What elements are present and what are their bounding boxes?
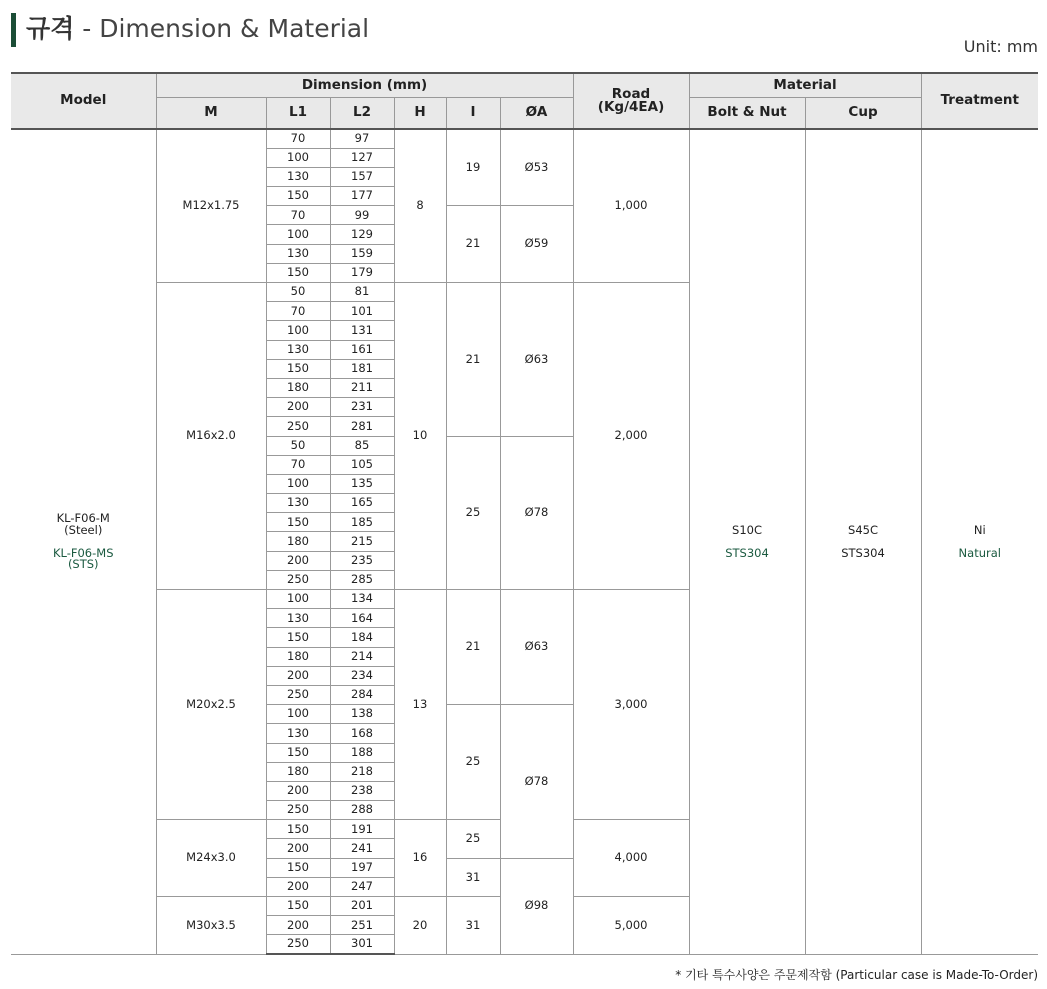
l2-cell: 101 bbox=[330, 302, 394, 321]
l1-cell: 100 bbox=[266, 321, 330, 340]
l1-cell: 70 bbox=[266, 206, 330, 225]
road-cell: 3,000 bbox=[573, 590, 689, 820]
l2-cell: 105 bbox=[330, 455, 394, 474]
l2-cell: 214 bbox=[330, 647, 394, 666]
l2-cell: 288 bbox=[330, 801, 394, 820]
h-cell: 10 bbox=[394, 283, 446, 590]
l1-cell: 130 bbox=[266, 167, 330, 186]
l2-cell: 234 bbox=[330, 666, 394, 685]
l2-cell: 168 bbox=[330, 724, 394, 743]
l2-cell: 301 bbox=[330, 935, 394, 954]
l1-cell: 200 bbox=[266, 781, 330, 800]
header-l1: L1 bbox=[266, 97, 330, 129]
road-cell: 5,000 bbox=[573, 897, 689, 955]
l2-cell: 247 bbox=[330, 877, 394, 896]
road-cell: 1,000 bbox=[573, 129, 689, 283]
treat-sts: Natural bbox=[958, 545, 1001, 560]
spec-table-body bbox=[11, 129, 1038, 954]
l1-cell: 150 bbox=[266, 187, 330, 206]
l2-cell: 127 bbox=[330, 148, 394, 167]
header-road-line2: (Kg/4EA) bbox=[597, 99, 665, 115]
l2-cell: 218 bbox=[330, 762, 394, 781]
m-cell: M20x2.5 bbox=[156, 590, 266, 820]
oa-cell: Ø63 bbox=[500, 590, 573, 705]
l1-cell: 130 bbox=[266, 244, 330, 263]
l1-cell: 200 bbox=[266, 839, 330, 858]
footnote: * 기타 특수사양은 주문제작함 (Particular case is Made-To-Order) bbox=[675, 968, 1038, 982]
l1-cell: 130 bbox=[266, 494, 330, 513]
model-sts-name: KL-F06-MS bbox=[52, 545, 114, 560]
l1-cell: 100 bbox=[266, 474, 330, 493]
oa-cell: Ø63 bbox=[500, 283, 573, 437]
l2-cell: 97 bbox=[330, 129, 394, 148]
l2-cell: 188 bbox=[330, 743, 394, 762]
bolt-nut-cell bbox=[689, 129, 805, 954]
l1-cell: 100 bbox=[266, 705, 330, 724]
cup-sts: STS304 bbox=[841, 545, 885, 560]
title-accent-bar bbox=[11, 13, 16, 47]
l2-cell: 138 bbox=[330, 705, 394, 724]
l1-cell: 150 bbox=[266, 858, 330, 877]
oa-cell: Ø98 bbox=[500, 858, 573, 954]
model-cell bbox=[11, 129, 156, 954]
l1-cell: 130 bbox=[266, 340, 330, 359]
l1-cell: 250 bbox=[266, 935, 330, 954]
l2-cell: 161 bbox=[330, 340, 394, 359]
l2-cell: 251 bbox=[330, 916, 394, 935]
header-material: Material bbox=[689, 73, 921, 97]
l1-cell: 70 bbox=[266, 129, 330, 148]
m-cell: M16x2.0 bbox=[156, 283, 266, 590]
bolt-sts: STS304 bbox=[725, 545, 769, 560]
l1-cell: 180 bbox=[266, 647, 330, 666]
header-oa: ØA bbox=[500, 97, 573, 129]
l2-cell: 231 bbox=[330, 398, 394, 417]
model-steel-name: KL-F06-M bbox=[56, 511, 110, 526]
l1-cell: 180 bbox=[266, 378, 330, 397]
l1-cell: 130 bbox=[266, 609, 330, 628]
l1-cell: 70 bbox=[266, 455, 330, 474]
l2-cell: 184 bbox=[330, 628, 394, 647]
oa-cell: Ø53 bbox=[500, 129, 573, 206]
l2-cell: 131 bbox=[330, 321, 394, 340]
i-cell: 31 bbox=[446, 858, 500, 896]
l2-cell: 85 bbox=[330, 436, 394, 455]
l2-cell: 129 bbox=[330, 225, 394, 244]
l2-cell: 241 bbox=[330, 839, 394, 858]
title-english: - Dimension & Material bbox=[74, 14, 370, 43]
l2-cell: 177 bbox=[330, 187, 394, 206]
header-model: Model bbox=[11, 73, 156, 129]
l2-cell: 135 bbox=[330, 474, 394, 493]
l2-cell: 165 bbox=[330, 494, 394, 513]
unit-label: Unit: mm bbox=[963, 37, 1038, 56]
l1-cell: 250 bbox=[266, 801, 330, 820]
header-bolt-nut: Bolt & Nut bbox=[689, 97, 805, 129]
l1-cell: 70 bbox=[266, 302, 330, 321]
model-steel-note: (Steel) bbox=[64, 522, 103, 537]
cup-steel: S45C bbox=[848, 522, 878, 537]
l2-cell: 191 bbox=[330, 820, 394, 839]
l1-cell: 200 bbox=[266, 877, 330, 896]
l2-cell: 159 bbox=[330, 244, 394, 263]
l1-cell: 150 bbox=[266, 263, 330, 282]
l1-cell: 150 bbox=[266, 897, 330, 916]
header-cup: Cup bbox=[805, 97, 921, 129]
m-cell: M12x1.75 bbox=[156, 129, 266, 283]
treatment-cell bbox=[921, 129, 1038, 954]
l2-cell: 235 bbox=[330, 551, 394, 570]
oa-cell: Ø78 bbox=[500, 705, 573, 859]
bolt-steel: S10C bbox=[732, 522, 762, 537]
l1-cell: 50 bbox=[266, 436, 330, 455]
header-dimension: Dimension (mm) bbox=[156, 73, 573, 97]
l1-cell: 200 bbox=[266, 551, 330, 570]
l1-cell: 100 bbox=[266, 225, 330, 244]
i-cell: 21 bbox=[446, 590, 500, 705]
i-cell: 25 bbox=[446, 436, 500, 590]
l2-cell: 285 bbox=[330, 570, 394, 589]
l1-cell: 100 bbox=[266, 148, 330, 167]
i-cell: 21 bbox=[446, 206, 500, 283]
l1-cell: 150 bbox=[266, 820, 330, 839]
i-cell: 31 bbox=[446, 897, 500, 955]
header-road-line1: Road bbox=[611, 85, 651, 102]
l2-cell: 81 bbox=[330, 283, 394, 302]
header-m: M bbox=[156, 97, 266, 129]
l1-cell: 200 bbox=[266, 916, 330, 935]
l2-cell: 201 bbox=[330, 897, 394, 916]
l2-cell: 281 bbox=[330, 417, 394, 436]
i-cell: 19 bbox=[446, 129, 500, 206]
l1-cell: 150 bbox=[266, 628, 330, 647]
l2-cell: 238 bbox=[330, 781, 394, 800]
l1-cell: 150 bbox=[266, 359, 330, 378]
l2-cell: 157 bbox=[330, 167, 394, 186]
l2-cell: 185 bbox=[330, 513, 394, 532]
h-cell: 13 bbox=[394, 590, 446, 820]
l1-cell: 250 bbox=[266, 417, 330, 436]
road-cell: 2,000 bbox=[573, 283, 689, 590]
l2-cell: 197 bbox=[330, 858, 394, 877]
l1-cell: 200 bbox=[266, 666, 330, 685]
header-l2: L2 bbox=[330, 97, 394, 129]
page-title bbox=[26, 9, 369, 45]
l1-cell: 250 bbox=[266, 685, 330, 704]
spec-table bbox=[11, 72, 1038, 955]
l2-cell: 99 bbox=[330, 206, 394, 225]
table-row bbox=[11, 129, 1038, 148]
m-cell: M24x3.0 bbox=[156, 820, 266, 897]
l2-cell: 134 bbox=[330, 590, 394, 609]
l2-cell: 164 bbox=[330, 609, 394, 628]
m-cell: M30x3.5 bbox=[156, 897, 266, 955]
l1-cell: 180 bbox=[266, 762, 330, 781]
cup-cell bbox=[805, 129, 921, 954]
title-korean: 규격 bbox=[26, 14, 75, 43]
l1-cell: 150 bbox=[266, 513, 330, 532]
treat-steel: Ni bbox=[973, 522, 986, 537]
header-road bbox=[573, 73, 689, 129]
i-cell: 25 bbox=[446, 820, 500, 858]
l2-cell: 181 bbox=[330, 359, 394, 378]
h-cell: 16 bbox=[394, 820, 446, 897]
h-cell: 20 bbox=[394, 897, 446, 955]
i-cell: 25 bbox=[446, 705, 500, 820]
l1-cell: 200 bbox=[266, 398, 330, 417]
l1-cell: 100 bbox=[266, 590, 330, 609]
i-cell: 21 bbox=[446, 283, 500, 437]
l2-cell: 284 bbox=[330, 685, 394, 704]
oa-cell: Ø78 bbox=[500, 436, 573, 590]
l1-cell: 150 bbox=[266, 743, 330, 762]
l1-cell: 250 bbox=[266, 570, 330, 589]
l1-cell: 130 bbox=[266, 724, 330, 743]
header-h: H bbox=[394, 97, 446, 129]
l1-cell: 50 bbox=[266, 283, 330, 302]
l2-cell: 179 bbox=[330, 263, 394, 282]
oa-cell: Ø59 bbox=[500, 206, 573, 283]
l2-cell: 215 bbox=[330, 532, 394, 551]
header-i: I bbox=[446, 97, 500, 129]
h-cell: 8 bbox=[394, 129, 446, 283]
l1-cell: 180 bbox=[266, 532, 330, 551]
road-cell: 4,000 bbox=[573, 820, 689, 897]
header-treatment: Treatment bbox=[921, 73, 1038, 129]
model-sts-note: (STS) bbox=[67, 557, 99, 572]
l2-cell: 211 bbox=[330, 378, 394, 397]
